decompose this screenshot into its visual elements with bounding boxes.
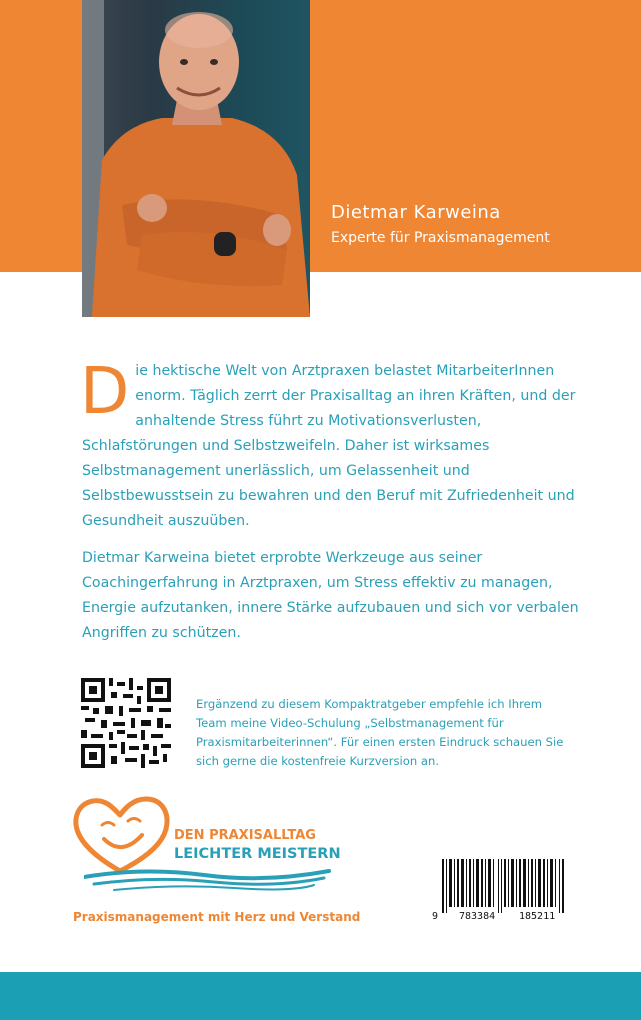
logo-line-2: LEICHTER MEISTERN — [174, 846, 341, 862]
intro-paragraph — [80, 355, 582, 534]
barcode-digits-right: 185211 — [519, 911, 556, 922]
logo-tagline: Praxismanagement mit Herz und Verstand — [73, 910, 361, 924]
author-photo — [82, 0, 310, 317]
author-photo-illustration — [82, 0, 310, 317]
author-title: Experte für Praxismanagement — [331, 230, 550, 246]
wave-icon — [84, 867, 334, 897]
logo-line-1: DEN PRAXISALLTAG — [174, 828, 316, 843]
author-name: Dietmar Karweina — [331, 202, 501, 223]
qr-code-note: Ergänzend zu diesem Kompaktratgeber empfehle ich Ihrem Team meine Video-Schulung „Selbstmanagement für Praxismitarbeiterinnen“. Für einen ersten Eindruck schauen Sie sich gerne die kostenfreie Kurzversion an. — [196, 697, 564, 768]
barcode-digits-left: 783384 — [459, 911, 496, 922]
drop-cap: D — [80, 355, 130, 429]
barcode-digit-prefix: 9 — [432, 911, 439, 922]
qr-code-icon[interactable] — [81, 678, 171, 768]
bottom-teal-band — [0, 972, 641, 1020]
offer-paragraph: Dietmar Karweina bietet erprobte Werkzeuge aus seiner Coachingerfahrung in Arztpraxen, um Stress effektiv zu managen, Energie aufzutanken, innere Stärke aufzubauen und sich vor verbalen Angriffen zu schützen. — [82, 550, 579, 641]
intro-paragraph-text: ie hektische Welt von Arztpraxen belastet MitarbeiterInnen enorm. Täglich zerrt der Praxisalltag an ihren Kräften, und der anhaltende Stress führt zu Motivationsverlusten, Schlafstörungen und Selbstzweifeln. Daher ist wirksames Selbstmanagement unerlässlich, um Gelassenheit und Selbstbewusstsein zu bewahren und den Beruf mit Zufriedenheit und Gesundheit auszuüben. — [82, 363, 576, 529]
barcode-icon — [432, 859, 572, 917]
